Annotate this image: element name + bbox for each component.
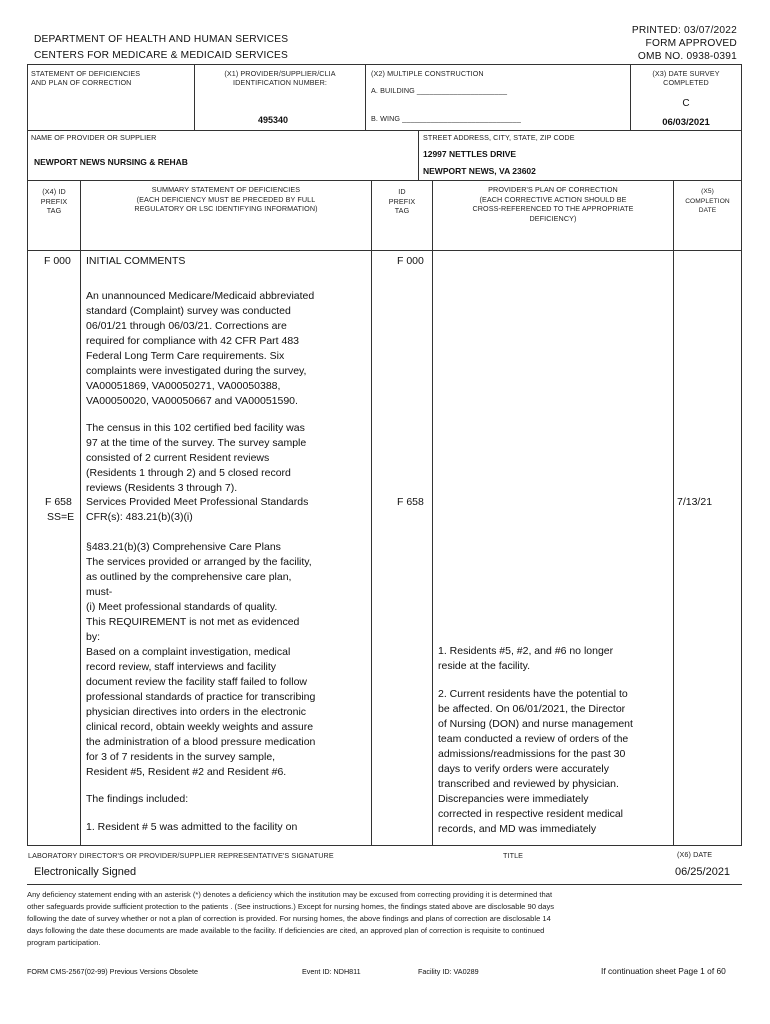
facility-id: Facility ID: VA0289 [418,967,479,976]
printed-date: PRINTED: 03/07/2022 [631,25,737,36]
building-label: A. BUILDING ______________________ [371,86,508,95]
x3-label-2: COMPLETED [663,78,709,87]
signature-value: Electronically Signed [34,866,137,878]
x1-label: (X1) PROVIDER/SUPPLIER/CLIA [224,69,336,78]
tag-f000: F 000 [44,255,71,267]
address-label: STREET ADDRESS, CITY, STATE, ZIP CODE [423,133,575,142]
findings-label: The findings included: [86,793,189,805]
plan-item-2: 2. Current residents have the potential to be affected. On 06/01/2021, the Director of Nursing (DON) and nurse management team conducted a review of orders of the admissions/readmissions for the past 30 days to verify orders were accurately transcribed and reviewed by physician. Discrepancies were immediately corrected in respective resident medical records, and MD was immediately [438,688,633,835]
initial-comments-heading: INITIAL COMMENTS [86,255,186,267]
id-prefix-header: ID PREFIX TAG [388,187,416,215]
city-state-zip: NEWPORT NEWS, VA 23602 [423,166,536,176]
tag-scope-severity: SS=E [47,511,75,523]
survey-intro-paragraph: An unannounced Medicare/Medicaid abbreviated standard (Complaint) survey was conducted 06/01/21 through 06/03/21. Corrections are required for compliance with 42 CFR Part 483 Federal Long Term Care requirements. Six complaints were investigated during the survey, VA00051869, VA00050271, VA00050388, VA00050020, VA00050667 and VA00051590. [86,290,315,407]
provider-name-label: NAME OF PROVIDER OR SUPPLIER [31,133,157,142]
f658-title: Services Provided Meet Professional Standards [86,496,309,508]
x1-label-2: IDENTIFICATION NUMBER: [233,78,327,87]
resident-5-finding: 1. Resident # 5 was admitted to the facility on [86,821,298,833]
department-title: DEPARTMENT OF HEALTH AND HUMAN SERVICES [34,34,289,45]
census-paragraph: The census in this 102 certified bed facility was 97 at the time of the survey. The survey sample consisted of 2 current Resident reviews (Residents 1 through 2) and 5 closed record reviews (Residents 3 through 7). [86,422,307,494]
disclaimer: Any deficiency statement ending with an asterisk (*) denotes a deficiency which the institution may be excused from correcting providing it is determined that other safeguards provide sufficient protection to the patients . (See instructions.) Except for nursing homes, the findings stated above are disclosable 90 days following the date of survey whether or not a plan of correction is provided. For nursing homes, the above findings and plans of correction are disclosable 14 days following the date these documents are made available to the facility. If deficiencies are cited, an approved plan of correction is requisite to continued program participation. [27,890,555,947]
page-indicator: If continuation sheet Page 1 of 60 [601,966,726,976]
completion-header: (X5) COMPLETION DATE [685,188,730,214]
plan-item-1: 1. Residents #5, #2, and #6 no longer reside at the facility. [438,645,614,672]
title-label: TITLE [503,851,524,860]
agency-title: CENTERS FOR MEDICARE & MEDICAID SERVICES [34,50,289,61]
wing-label: B. WING _____________________________ [371,114,521,123]
summary-header: SUMMARY STATEMENT OF DEFICIENCIES (EACH DEFICIENCY MUST BE PRECEDED BY FULL REGULATORY OR LSC IDENTIFYING INFORMATION) [134,185,318,213]
tag-f658-right: F 658 [397,496,424,508]
omb-number: OMB NO. 0938-0391 [637,51,737,62]
completion-date: 7/13/21 [677,496,713,508]
form-number: FORM CMS-2567(02-99) Previous Versions Obsolete [27,967,198,976]
statement-label-2: AND PLAN OF CORRECTION [31,78,132,87]
x4-label: (X4) ID PREFIX TAG [40,187,68,215]
street-address: 12997 NETTLES DRIVE [423,149,517,159]
event-id: Event ID: NDH811 [302,967,361,976]
x6-date-label: (X6) DATE [677,850,713,859]
plan-header: PROVIDER'S PLAN OF CORRECTION (EACH CORRECTIVE ACTION SHOULD BE CROSS-REFERENCED TO THE APPROPRIATE DEFICIENCY) [472,185,634,223]
tag-f658: F 658 [45,496,72,508]
statement-label: STATEMENT OF DEFICIENCIES [31,69,141,78]
x3-label: (X3) DATE SURVEY [652,69,720,78]
f658-cfr: CFR(s): 483.21(b)(3)(i) [86,511,193,523]
signature-label: LABORATORY DIRECTOR'S OR PROVIDER/SUPPLIER REPRESENTATIVE'S SIGNATURE [28,851,334,860]
x2-label: (X2) MULTIPLE CONSTRUCTION [371,69,484,78]
tag-f000-right: F 000 [397,255,424,267]
provider-name: NEWPORT NEWS NURSING & REHAB [34,157,188,167]
form-approved: FORM APPROVED [645,38,737,49]
survey-code: C [682,98,690,109]
requirement-paragraph: §483.21(b)(3) Comprehensive Care Plans The services provided or arranged by the facility, as outlined by the comprehensive care plan, must- (i) Meet professional standards of quality. This REQUIREMENT is not met as evidenced by: Based on a complaint investigation, medical record review, staff interviews and facility document review the facility staff failed to follow professional standards of practice for transcribing physician directives into orders in the electronic clinical record, obtain weekly weights and assure the administration of a blood pressure medication for 3 of 7 residents in the survey sample, Resident #5, Resident #2 and Resident #6. [86,541,316,778]
survey-date: 06/03/2021 [662,117,710,128]
provider-number: 495340 [258,115,289,125]
signature-date: 06/25/2021 [675,866,731,878]
